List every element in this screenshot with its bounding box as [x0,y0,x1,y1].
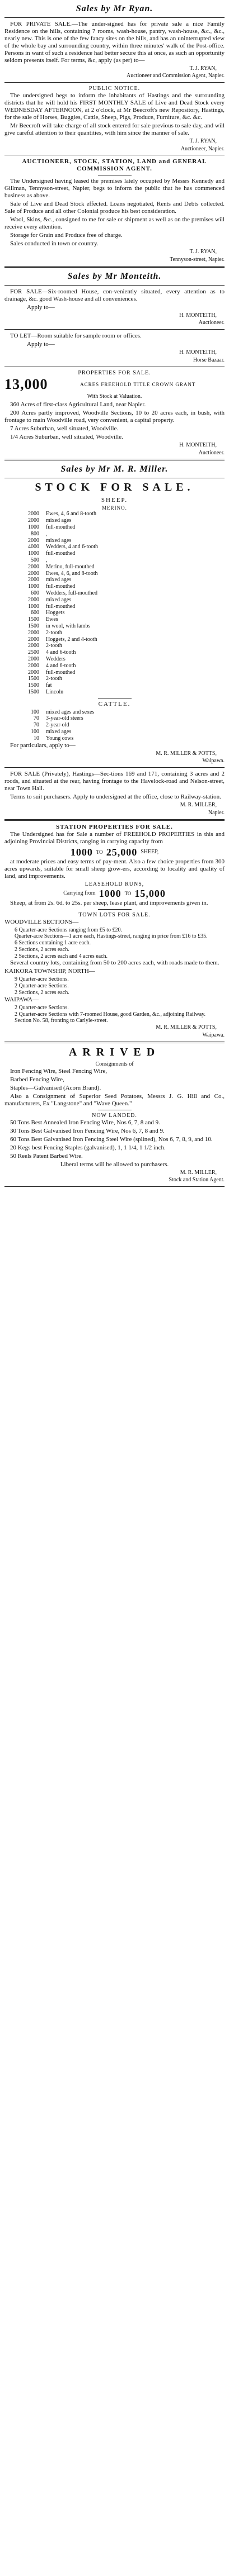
monteith-role-2: Horse Bazaar. [193,357,225,363]
stock-count: 600 [31,590,39,596]
stock-count: 600 [31,610,39,616]
woodville-item: 2 Sections, 2 acres each and 4 acres each. [15,953,108,959]
lease-end: 15,000 [134,887,166,899]
stock-row [4,550,225,557]
stock-count: 70 [34,715,39,722]
stock-row [4,729,225,735]
stock-description: , [46,530,48,537]
stock-row [4,564,225,571]
stock-count: 2000 [28,629,39,636]
ryan-signature: T. J. RYAN, [189,65,217,72]
stock-count: 2000 [28,655,39,662]
stock-row [4,715,225,722]
stock-row [4,557,225,564]
section-heading-monteith: Sales by Mr Monteith. [67,271,162,281]
stock-description: 2-tooth [46,629,62,636]
public-notice-text: The undersigned begs to inform the inhabitants of Hastings and the surrounding districts that he will hold his FIRST MONTHLY SALE of Live and Dead Stock every WEDNESDAY AFTERNOON, at 2 o'clock, at Mr Beecroft's new Repository, Hastings, for the sale of Horses, Buggies, Cattle, Sheep, Pigs, Produce, Furniture, &c. &c. [4,92,225,121]
divider [4,17,225,18]
stock-count: 2000 [28,563,39,570]
arrived-banner: ARRIVED [68,1045,161,1058]
merino-label: MERINO. [102,505,127,511]
stock-count: 2000 [28,537,39,544]
ryan-role: Auctioneer and Commission Agent, Napier. [127,73,225,79]
stock-description: Wedders, 4 and 6-tooth [46,544,99,550]
stock-description: full-mouthed [46,524,76,530]
woodville-item: 2 Sections, 2 acres each. [15,946,69,953]
station-text: The Undersigned has for Sale a number of FREEHOLD PROPERTIES in this and adjoining Provincial Districts, ranging in carrying capacity from [4,830,225,845]
station-text-2: at moderate prices and easy terms of pay-ment. Also a few choice properties from 300 acres upwards, suitable for small sheep grow-ers, according to locality and quality of land, and improvements. [4,858,225,880]
stock-row [4,735,225,742]
stock-description: 3-year-old steers [46,715,83,722]
stock-row [4,517,225,524]
woodville-item: 6 Sections containing 1 acre each. [15,940,91,947]
monteith-house-text: FOR SALE—Six-roomed House, con-veniently situated, every attention as to drainage, &c. good Wash-house and all conveniences. [4,288,225,302]
property-list-item: 7 Acres Suburban, well situated, Woodville. [10,425,119,432]
arrived-signature: M. R. MILLER, [180,1169,217,1176]
landed-item: 20 Kegs best Fencing Staples (galvanised), 1, 1 1/4, 1 1/2 inch. [10,1144,166,1151]
stock-count: 10 [34,735,39,742]
agent-address: Tennyson-street, Napier. [170,256,225,263]
now-landed-title: NOW LANDED. [92,1113,137,1119]
stock-description: in wool, with lambs [46,622,91,629]
stock-description: Hoggets, 2 and 4-tooth [46,636,97,643]
monteith-signature-2: H. MONTEITH, [179,349,217,356]
waipawa-title: WAIPAWA— [4,996,39,1003]
stock-count: 2000 [28,669,39,676]
stock-count: 2000 [28,570,39,577]
stock-description: mixed ages and sexes [46,709,95,715]
stock-row [4,669,225,676]
stock-description: Merino, full-mouthed [46,563,95,570]
divider [98,909,132,910]
stock-description: Hoggets [46,610,65,616]
stock-row [4,663,225,669]
cattle-title: CATTLE. [98,700,131,707]
lease-range [4,888,225,900]
stock-description: , [46,557,48,563]
stock-count: 2000 [28,662,39,669]
agent-title: AUCTIONEER, STOCK, STATION, LAND and GENERAL COMMISSION AGENT. [22,158,207,173]
stock-row [4,524,225,531]
stock-row [4,616,225,623]
stock-count: 2000 [28,636,39,643]
kaikora-list [4,976,225,996]
agent-text-5: Sales conducted in town or country. [10,240,99,248]
monteith-role: Auctioneer. [198,320,225,326]
sheep-range [4,847,225,858]
liberal-terms: Liberal terms will be allowed to purchasers. [60,1161,169,1168]
stock-count: 1500 [28,682,39,689]
stock-row [4,571,225,577]
agent-text-2: Sale of Live and Dead Stock effected. Loans negotiated, Rents and Debts collected. Sale of Produce and all other Colonial produce his best consideration. [4,201,225,215]
property-list-item: 1/4 Acres Suburban, well situated, Woodville. [10,433,123,440]
agent-signature: T. J. RYAN, [189,249,217,255]
acres-banner [4,376,225,393]
landed-item: 30 Tons Best Galvanised Iron Fencing Wire, Nos 6, 7, 8 and 9. [10,1127,165,1134]
lease-line: Carrying from [63,890,96,897]
kaikora-item: 2 Quarter-acre Sections. [15,983,69,990]
stock-row [4,636,225,643]
stock-row [4,689,225,696]
stock-for-sale-banner: STOCK FOR SALE. [35,481,194,494]
stock-description: Lincoln [46,688,64,695]
stock-count: 1500 [28,676,39,682]
stock-description: mixed ages [46,517,72,524]
stock-count: 4000 [28,544,39,550]
arrived-line: Iron Fencing Wire, Steel Fencing Wire, [10,1068,108,1075]
landed-item: 50 Reels Patent Barbed Wire. [10,1152,83,1159]
stock-count: 70 [34,722,39,729]
range-start: 1000 [70,846,93,858]
stock-description: 2-year-old [46,722,69,729]
divider [4,266,225,268]
stock-row [4,676,225,682]
range-unit: SHEEP, [141,849,159,856]
stock-description: Wedders, full-mouthed [46,590,97,596]
stock-description: full-mouthed [46,583,76,590]
monteith-apply-2: Apply to— [27,341,55,348]
stock-count: 500 [31,557,39,563]
stock-row [4,623,225,630]
landed-item: 60 Tons Best Galvanised Iron Fencing Steel Wire (splined), Nos 6, 7, 8, 9, and 10. [10,1135,213,1143]
stock-count: 1000 [28,550,39,557]
hastings-signature: M. R. MILLER, [180,802,217,809]
stock-description: mixed ages [46,596,72,603]
stock-row [4,722,225,729]
public-notice-role: Auctioneer, Napier. [180,145,225,152]
station-signature: M. R. MILLER & POTTS, [156,1024,217,1031]
ryan-private-sale-text: FOR PRIVATE SALE.—The under-signed has for private sale a nice Family Residence on the hills, containing 7 rooms, wash-house, pantry, wash-house, &c., &c., nearly new. This is one of the few fancy sites on the hills, and has an uninterrupted view of the whole bay and surrounding country, within three minutes' walk of the Post-office. Persons in want of such a residence had better secure this at once, as such an opportunity seldom presents itself. For terms, &c, apply (as per) to— [4,20,225,64]
property-list-item: 200 Acres partly improved, Woodville Sections, 10 to 20 acres each, in bush, with frontage to main Woodville road, very convenient, a capital property. [4,409,225,424]
stock-description: Ewes [46,616,58,623]
divider [4,1186,225,1187]
stock-count: 1500 [28,616,39,623]
arrived-line: Barbed Fencing Wire, [10,1076,64,1083]
monteith-apply: Apply to— [27,303,55,311]
divider [4,459,225,460]
stock-row [4,577,225,583]
woodville-list [4,927,225,960]
properties-signature: H. MONTEITH, [179,441,217,448]
woodville-title: WOODVILLE SECTIONS— [4,918,79,925]
stock-description: Ewes, 4, 6, and 8-tooth [46,570,98,577]
arrived-line: Also a Consignment of Superior Seed Potatoes, Messrs J. G. Hill and Co., manufacturers, Ex "Langstone" and "Wave Queen." [4,1093,225,1108]
range-to: TO [96,849,103,855]
section-heading-ryan: Sales by Mr Ryan. [76,4,153,13]
lease-to: TO [124,890,132,896]
waipawa-item: 2 Quarter-acre Sections. [15,1004,69,1011]
stock-description: Young cows [46,735,74,742]
stock-row [4,603,225,610]
arrived-role: Stock and Station Agent. [169,1177,225,1184]
stock-description: 4 and 6-tooth [46,662,76,669]
particulars-text: For particulars, apply to— [10,742,76,749]
property-list-item: 360 Acres of first-class Agricultural Land, near Napier. [10,401,146,408]
cattle-table [4,709,225,742]
lease-text: Sheep, at from 2s. 6d. to 25s. per sheep, lease plant, and improvements given in. [10,899,208,906]
stock-count: 2000 [28,517,39,524]
town-lots-title: TOWN LOTS FOR SALE. [78,911,151,918]
station-role: Waipawa. [202,1032,225,1038]
stock-count: 1500 [28,688,39,695]
hastings-role: Napier. [208,809,225,816]
leasehold-title: LEASEHOLD RUNS, [85,881,144,887]
kaikora-title: KAIKORA TOWNSHIP, NORTH— [4,968,95,975]
agent-text-3: Wool, Skins, &c., consigned to me for sale or shipment as well as on the premises will receive every attention. [4,216,225,231]
properties-title: PROPERTIES FOR SALE. [78,369,151,376]
stock-count: 800 [31,530,39,537]
stock-row [4,649,225,656]
stock-description: Ewes, 4, 6 and 8-tooth [46,511,96,517]
acres-note: With Stock at Valuation. [87,393,142,400]
stock-row [4,544,225,550]
stock-row [4,643,225,649]
agent-text: The Undersigned having leased the premises lately occupied by Messrs Kennedy and Gillman, Tennyson-street, Napier, begs to inform the public that he has commenced business as above. [4,178,225,199]
woodville-item: Quarter-acre Sections—1 acre each, Hastings-street, ranging in price from £16 to £35. [15,933,208,940]
stock-count: 2000 [28,643,39,649]
stock-row [4,656,225,663]
hastings-sale-text-2: Terms to suit purchasers. Apply to undersigned at the office, close to Railway-station. [10,793,221,801]
stock-description: full-mouthed [46,669,76,676]
divider [4,819,225,821]
lease-start: 1000 [99,887,121,899]
kaikora-item: 9 Quarter-acre Sections. [15,976,69,983]
stock-row [4,590,225,597]
woodville-item: 6 Quarter-acre Sections ranging from £5 to £20. [15,926,122,933]
stock-count: 2000 [28,596,39,603]
stock-count: 1000 [28,524,39,530]
stock-description: 2-tooth [46,676,62,682]
range-end: 25,000 [106,846,138,858]
sheep-table [4,511,225,695]
divider [4,285,225,286]
divider [4,329,225,330]
waipawa-item: Section No. 58, fronting to Carlyle-street. [15,1018,108,1024]
stock-description: mixed ages [46,729,72,735]
consignments-label: Consignments of [95,1061,134,1068]
stock-count: 100 [31,709,39,715]
stock-description: Wedders [46,655,66,662]
properties-role: Auctioneer. [198,449,225,456]
particulars-role: Waipawa. [202,758,225,764]
landed-item: 50 Tons Best Annealed Iron Fencing Wire, Nos 6, 7, 8 and 9. [10,1119,160,1126]
sheep-title: SHEEP. [101,496,128,503]
stock-count: 1500 [28,622,39,629]
stock-description: mixed ages [46,537,72,544]
arrived-line: Staples—Galvanised (Acorn Brand). [10,1085,101,1092]
newspaper-column [0,0,229,1190]
country-lots-text: Several country lots, containing from 50 to 200 acres each, with roads made to them. [10,959,219,967]
stock-row [4,531,225,538]
public-notice-signature: T. J. RYAN, [189,137,217,144]
stock-count: 2500 [28,649,39,656]
particulars-signature: M. R. MILLER & POTTS, [156,750,217,757]
kaikora-item: 2 Sections, 2 acres each. [15,990,69,996]
stock-description: full-mouthed [46,603,76,610]
stock-row [4,610,225,616]
stock-description: mixed ages [46,577,72,583]
stock-row [4,630,225,636]
waipawa-list [4,1005,225,1024]
stock-row [4,709,225,716]
stock-count: 1000 [28,603,39,610]
stock-row [4,682,225,689]
stock-row [4,583,225,590]
acres-number: 13,000 [4,376,48,393]
stock-description: fat [46,682,52,689]
stock-description: 2-tooth [46,643,62,649]
public-notice-text-2: Mr Beecroft will take charge of all stock entered for sale previous to sale day, and will give careful attention to their quantities, with him since the manner of sale. [4,122,225,136]
divider [4,1042,225,1043]
station-title: STATION PROPERTIES FOR SALE. [56,823,173,830]
stock-count: 2000 [28,511,39,517]
monteith-signature: H. MONTEITH, [179,312,217,319]
stock-count: 2000 [28,577,39,583]
stock-count: 100 [31,729,39,735]
section-heading-miller: Sales by Mr M. R. Miller. [60,464,169,474]
stock-row [4,597,225,603]
hastings-sale-text: FOR SALE (Privately), Hastings—Sec-tions 169 and 171, containing 3 acres and 2 roods, and situated at the rear, having frontage to the Havelock-road and Nelson-street, near Town Hall. [4,771,225,792]
acres-label: ACRES FREEHOLD TITLE CROWN GRANT [80,381,196,387]
divider [4,767,225,768]
stock-row [4,538,225,544]
divider [4,82,225,83]
public-notice-title: PUBLIC NOTICE. [88,85,141,92]
monteith-to-let-text: TO LET—Room suitable for sample room or offices. [10,332,142,340]
agent-text-4: Storage for Grain and Produce free of charge. [10,232,123,239]
waipawa-item: 2 Quarter-acre Sections with 7-roomed House, good Garden, &c., adjoining Railway. [15,1011,206,1018]
stock-count: 1000 [28,583,39,590]
stock-description: full-mouthed [46,550,76,557]
stock-description: 4 and 6-tooth [46,649,76,656]
stock-row [4,511,225,517]
